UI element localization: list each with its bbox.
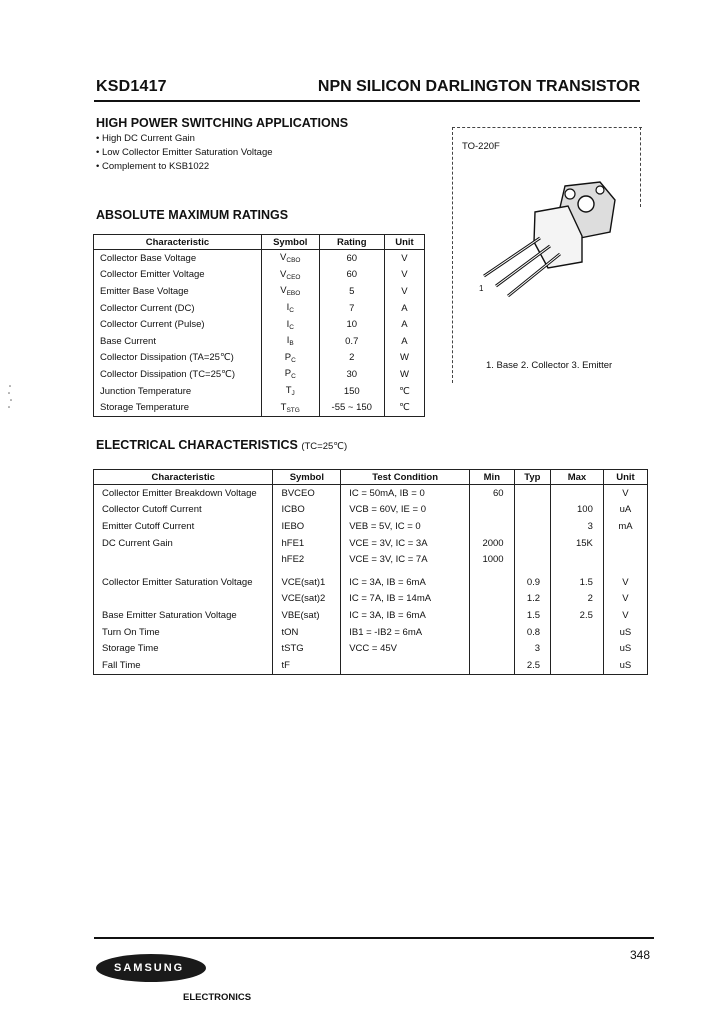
characteristic-cell: Base Emitter Saturation Voltage <box>94 607 273 624</box>
column-header: Typ <box>514 470 551 485</box>
characteristic-cell: Collector Emitter Saturation Voltage <box>94 574 273 591</box>
electrical-heading <box>96 438 347 452</box>
symbol-subscript: STG <box>286 406 300 414</box>
max-cell <box>551 624 604 641</box>
symbol-cell <box>261 267 319 284</box>
unit-cell: V <box>384 250 424 267</box>
min-cell: 60 <box>470 485 515 502</box>
table-row <box>94 316 425 333</box>
rating-cell: 150 <box>319 383 384 400</box>
table-row <box>94 283 425 300</box>
condition-cell: IC = 7A, IB = 14mA <box>341 591 470 608</box>
table-row <box>94 574 648 591</box>
symbol-subscript: B <box>289 340 294 348</box>
symbol-letter: T <box>280 401 287 413</box>
absolute-max-heading: ABSOLUTE MAXIMUM RATINGS <box>96 208 289 222</box>
characteristic-cell: Collector Dissipation (TC=25℃) <box>94 366 262 383</box>
symbol-letter: P <box>284 368 292 380</box>
symbol-subscript: CEO <box>286 273 301 281</box>
unit-cell: V <box>603 485 647 502</box>
max-cell: 100 <box>551 502 604 519</box>
unit-cell: A <box>384 300 424 317</box>
characteristic-cell: Junction Temperature <box>94 383 262 400</box>
characteristic-cell: Base Current <box>94 333 262 350</box>
unit-cell: uS <box>603 624 647 641</box>
unit-cell: uA <box>603 502 647 519</box>
symbol-cell: BVCEO <box>273 485 341 502</box>
characteristic-cell: Fall Time <box>94 657 273 674</box>
symbol-subscript: CBO <box>286 257 301 265</box>
max-cell: 2 <box>551 591 604 608</box>
transistor-package-icon <box>470 176 620 306</box>
max-cell: 2.5 <box>551 607 604 624</box>
characteristic-cell: Collector Current (Pulse) <box>94 316 262 333</box>
table-row <box>94 607 648 624</box>
symbol-cell <box>261 350 319 367</box>
unit-cell <box>603 551 647 568</box>
symbol-letter: V <box>280 252 287 264</box>
column-header: Symbol <box>261 235 319 250</box>
symbol-letter: V <box>280 285 287 297</box>
condition-cell: IC = 50mA, IB = 0 <box>341 485 470 502</box>
typ-cell: 0.8 <box>514 624 551 641</box>
rating-cell: -55 ~ 150 <box>319 399 384 416</box>
column-header: Characteristic <box>94 235 262 250</box>
division-text: ELECTRONICS <box>183 992 252 1003</box>
unit-cell <box>603 535 647 552</box>
unit-cell: mA <box>603 518 647 535</box>
condition-cell: IC = 3A, IB = 6mA <box>341 574 470 591</box>
symbol-cell <box>261 250 319 267</box>
characteristic-cell: Storage Time <box>94 640 273 657</box>
min-cell <box>470 574 515 591</box>
characteristic-cell: Collector Dissipation (TA=25℃) <box>94 350 262 367</box>
feature-item: • High DC Current Gain <box>96 132 273 146</box>
typ-cell: 1.2 <box>514 591 551 608</box>
table-header-row <box>94 235 425 250</box>
typ-cell <box>514 485 551 502</box>
unit-cell: ℃ <box>384 383 424 400</box>
logo-text: SAMSUNG <box>114 962 185 974</box>
column-header: Unit <box>384 235 424 250</box>
pin-one-label: 1 <box>479 284 484 293</box>
symbol-subscript: J <box>291 390 295 398</box>
feature-list <box>96 132 273 174</box>
unit-cell: V <box>384 283 424 300</box>
min-cell <box>470 607 515 624</box>
table-row <box>94 551 648 568</box>
column-header: Unit <box>603 470 647 485</box>
symbol-letter: I <box>286 318 290 330</box>
table-header-row <box>94 470 648 485</box>
typ-cell <box>514 502 551 519</box>
footer-rule <box>94 937 654 939</box>
max-cell: 3 <box>551 518 604 535</box>
max-cell <box>551 657 604 674</box>
table-row <box>94 333 425 350</box>
unit-cell: ℃ <box>384 399 424 416</box>
symbol-cell: ICBO <box>273 502 341 519</box>
max-cell: 1.5 <box>551 574 604 591</box>
unit-cell: A <box>384 316 424 333</box>
rating-cell: 10 <box>319 316 384 333</box>
characteristic-cell: Emitter Base Voltage <box>94 283 262 300</box>
electrical-heading-text: ELECTRICAL CHARACTERISTICS <box>96 438 298 452</box>
table-row <box>94 399 425 416</box>
rating-cell: 60 <box>319 250 384 267</box>
pin-caption: 1. Base 2. Collector 3. Emitter <box>486 360 613 371</box>
column-header: Max <box>551 470 604 485</box>
rating-cell: 7 <box>319 300 384 317</box>
header-rule <box>94 100 640 102</box>
typ-cell <box>514 518 551 535</box>
min-cell <box>470 591 515 608</box>
characteristic-cell: Collector Emitter Breakdown Voltage <box>94 485 273 502</box>
min-cell <box>470 502 515 519</box>
symbol-letter: T <box>285 385 292 397</box>
table-row <box>94 624 648 641</box>
symbol-cell: hFE2 <box>273 551 341 568</box>
characteristic-cell: DC Current Gain <box>94 535 273 552</box>
characteristic-cell: Collector Current (DC) <box>94 300 262 317</box>
symbol-cell: VBE(sat) <box>273 607 341 624</box>
condition-cell: VCC = 45V <box>341 640 470 657</box>
condition-cell: VCE = 3V, IC = 7A <box>341 551 470 568</box>
symbol-subscript: C <box>291 356 296 364</box>
condition-cell: IC = 3A, IB = 6mA <box>341 607 470 624</box>
characteristic-cell: Turn On Time <box>94 624 273 641</box>
table-row <box>94 640 648 657</box>
symbol-cell <box>261 283 319 300</box>
condition-cell: VCE = 3V, IC = 3A <box>341 535 470 552</box>
unit-cell: V <box>603 574 647 591</box>
applications-heading: HIGH POWER SWITCHING APPLICATIONS <box>96 116 349 130</box>
characteristic-cell: Collector Cutoff Current <box>94 502 273 519</box>
electrical-table <box>93 469 648 675</box>
min-cell <box>470 518 515 535</box>
typ-cell: 1.5 <box>514 607 551 624</box>
symbol-cell <box>261 366 319 383</box>
symbol-cell: hFE1 <box>273 535 341 552</box>
electrical-condition: (TC=25℃) <box>301 441 348 452</box>
symbol-cell <box>261 333 319 350</box>
characteristic-cell: Storage Temperature <box>94 399 262 416</box>
unit-cell: uS <box>603 640 647 657</box>
symbol-cell: tON <box>273 624 341 641</box>
symbol-letter: I <box>286 335 290 347</box>
unit-cell: A <box>384 333 424 350</box>
unit-cell: W <box>384 350 424 367</box>
max-cell <box>551 551 604 568</box>
condition-cell: VEB = 5V, IC = 0 <box>341 518 470 535</box>
symbol-subscript: EBO <box>286 290 301 298</box>
symbol-cell <box>261 316 319 333</box>
symbol-cell: VCE(sat)2 <box>273 591 341 608</box>
rating-cell: 5 <box>319 283 384 300</box>
characteristic-cell: Emitter Cutoff Current <box>94 518 273 535</box>
document-title: NPN SILICON DARLINGTON TRANSISTOR <box>317 78 640 95</box>
column-header: Test Condition <box>341 470 470 485</box>
package-name: TO-220F <box>462 141 500 152</box>
symbol-cell: tF <box>273 657 341 674</box>
table-row <box>94 485 648 502</box>
typ-cell <box>514 535 551 552</box>
typ-cell: 0.9 <box>514 574 551 591</box>
table-row <box>94 350 425 367</box>
min-cell <box>470 640 515 657</box>
rating-cell: 0.7 <box>319 333 384 350</box>
symbol-letter: I <box>286 302 290 314</box>
max-cell <box>551 485 604 502</box>
min-cell <box>470 624 515 641</box>
table-row <box>94 267 425 284</box>
condition-cell <box>341 657 470 674</box>
column-header: Min <box>470 470 515 485</box>
symbol-cell <box>261 399 319 416</box>
table-row <box>94 518 648 535</box>
symbol-cell: IEBO <box>273 518 341 535</box>
feature-item: • Complement to KSB1022 <box>96 160 273 174</box>
symbol-letter: P <box>284 351 292 363</box>
condition-cell: VCB = 60V, IE = 0 <box>341 502 470 519</box>
symbol-cell <box>261 383 319 400</box>
symbol-subscript: C <box>289 307 294 315</box>
symbol-cell: VCE(sat)1 <box>273 574 341 591</box>
rating-cell: 2 <box>319 350 384 367</box>
characteristic-cell: Collector Base Voltage <box>94 250 262 267</box>
symbol-cell <box>261 300 319 317</box>
feature-item: • Low Collector Emitter Saturation Voltage <box>96 146 273 160</box>
max-cell <box>551 640 604 657</box>
symbol-letter: V <box>280 268 287 280</box>
characteristic-cell <box>94 551 273 568</box>
table-row <box>94 502 648 519</box>
symbol-subscript: C <box>289 323 294 331</box>
typ-cell <box>514 551 551 568</box>
table-row <box>94 250 425 267</box>
symbol-subscript: C <box>291 373 296 381</box>
part-number: KSD1417 <box>96 78 167 95</box>
unit-cell: V <box>384 267 424 284</box>
characteristic-cell: Collector Emitter Voltage <box>94 267 262 284</box>
table-row <box>94 535 648 552</box>
table-row <box>94 383 425 400</box>
characteristic-cell <box>94 591 273 608</box>
condition-cell: IB1 = -IB2 = 6mA <box>341 624 470 641</box>
column-header: Rating <box>319 235 384 250</box>
typ-cell: 3 <box>514 640 551 657</box>
rating-cell: 30 <box>319 366 384 383</box>
table-row <box>94 366 425 383</box>
unit-cell: V <box>603 607 647 624</box>
scan-margin-marks <box>6 384 14 412</box>
column-header: Characteristic <box>94 470 273 485</box>
table-row <box>94 591 648 608</box>
table-row <box>94 300 425 317</box>
column-header: Symbol <box>273 470 341 485</box>
symbol-cell: tSTG <box>273 640 341 657</box>
page-number: 348 <box>630 948 651 962</box>
absolute-max-table <box>93 234 425 417</box>
unit-cell: V <box>603 591 647 608</box>
min-cell <box>470 657 515 674</box>
typ-cell: 2.5 <box>514 657 551 674</box>
table-row <box>94 657 648 674</box>
rating-cell: 60 <box>319 267 384 284</box>
unit-cell: uS <box>603 657 647 674</box>
min-cell: 2000 <box>470 535 515 552</box>
min-cell: 1000 <box>470 551 515 568</box>
unit-cell: W <box>384 366 424 383</box>
max-cell: 15K <box>551 535 604 552</box>
